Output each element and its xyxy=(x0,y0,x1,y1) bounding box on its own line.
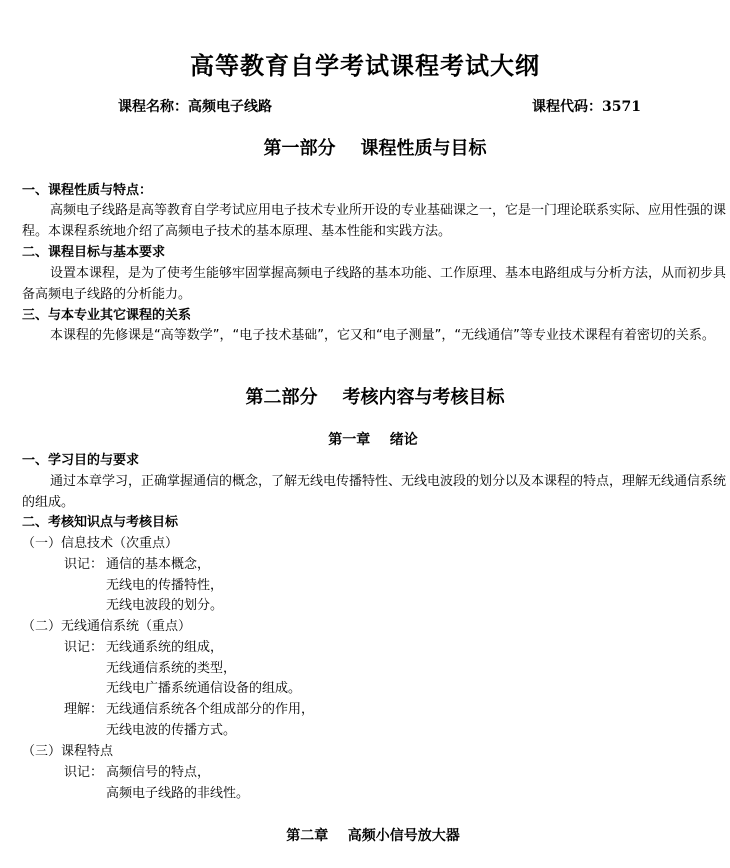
part1-title: 第一部分 课程性质与目标 xyxy=(263,138,487,159)
document-title: 高等教育自学考试课程考试大纲 xyxy=(190,51,540,80)
item1-title: （一）信息技术（次重点） xyxy=(22,536,179,551)
course-code: 课程代码：3571 xyxy=(532,99,641,115)
item1-line-1: 通信的基本概念， xyxy=(106,557,211,572)
chapter2-title: 第二章 高频小信号放大器 xyxy=(286,828,460,844)
chapter1-purpose-text: 通过本章学习，正确掌握通信的概念，了解无线电传播特性、无线电波段的划分以及本课程的特点，理解无线通信系统的组成。 xyxy=(22,474,727,510)
chapter1-purpose-heading: 一、学习目的与要求 xyxy=(22,453,140,468)
item1-remember-label: 识记： xyxy=(64,557,104,572)
item3-line-1: 高频信号的特点， xyxy=(106,765,211,780)
item2-understand-line-2: 无线电波的传播方式。 xyxy=(106,723,237,738)
chapter1-objectives-heading: 二、考核知识点与考核目标 xyxy=(22,515,179,530)
item3-remember-label: 识记： xyxy=(64,765,104,780)
section-heading-relations: 三、与本专业其它课程的关系 xyxy=(22,308,192,323)
item1-line-3: 无线电波段的划分。 xyxy=(106,598,224,613)
item1-line-2: 无线电的传播特性， xyxy=(106,578,224,593)
part2-title: 第二部分 考核内容与考核目标 xyxy=(245,387,505,408)
section-text-goals: 设置本课程，是为了使考生能够牢固掌握高频电子线路的基本功能、工作原理、基本电路组成与分析方法，从而初步具备高频电子线路的分析能力。 xyxy=(22,266,727,302)
item2-understand-line-1: 无线通信系统各个组成部分的作用， xyxy=(106,702,315,717)
item2-title: （二）无线通信系统（重点） xyxy=(22,619,192,634)
section-heading-nature: 一、课程性质与特点： xyxy=(22,183,153,198)
item2-remember-label: 识记： xyxy=(64,640,104,655)
section-heading-goals: 二、课程目标与基本要求 xyxy=(22,245,166,260)
item2-remember-line-2: 无线通信系统的类型， xyxy=(106,661,237,676)
item3-title: （三）课程特点 xyxy=(22,744,114,759)
item2-remember-line-1: 无线通系统的组成， xyxy=(106,640,224,655)
item2-remember-line-3: 无线电广播系统通信设备的组成。 xyxy=(106,681,302,696)
item2-understand-label: 理解： xyxy=(64,702,104,717)
item3-line-2: 高频电子线路的非线性。 xyxy=(106,786,250,801)
section-text-nature: 高频电子线路是高等教育自学考试应用电子技术专业所开设的专业基础课之一，它是一门理论联系实际、应用性强的课程。本课程系统地介绍了高频电子技术的基本原理、基本性能和实践方法。 xyxy=(22,203,727,239)
section-text-relations: 本课程的先修课是“高等数学”，“电子技术基础”，它又和“电子测量”，“无线通信”等专业技术课程有着密切的关系。 xyxy=(50,328,715,343)
chapter1-title: 第一章 绪论 xyxy=(328,432,418,448)
course-name: 课程名称：高频电子线路 xyxy=(118,99,272,115)
